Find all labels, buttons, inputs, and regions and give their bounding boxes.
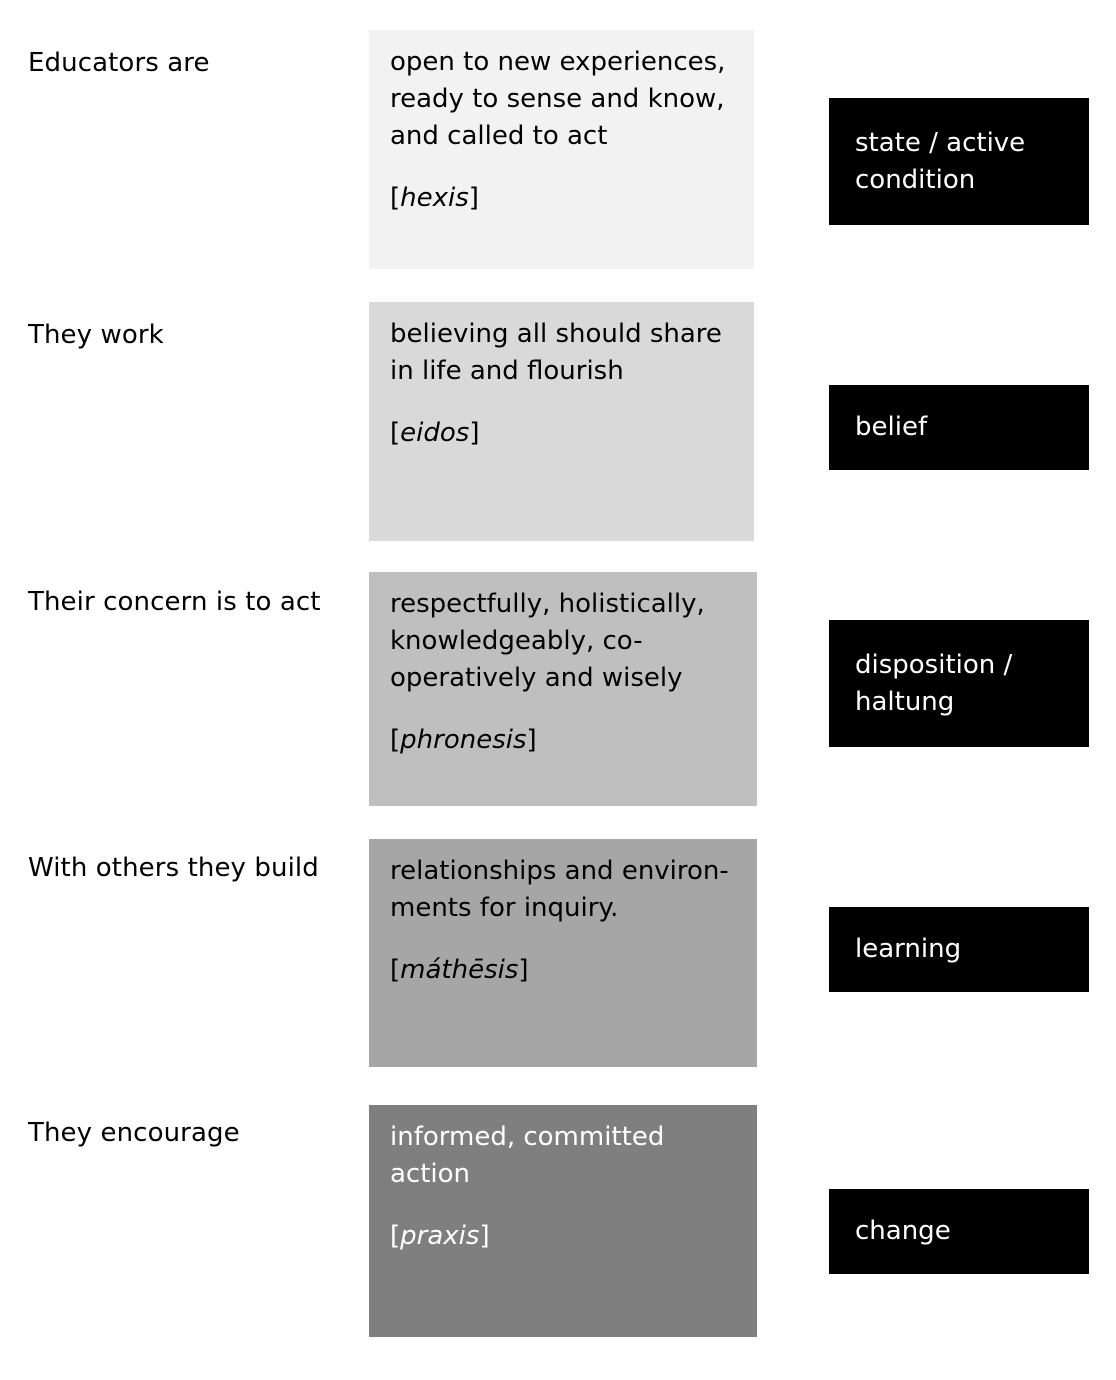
tag-box xyxy=(829,385,1089,470)
concept-term: [phronesis] xyxy=(390,725,537,755)
row-label: They encourage xyxy=(28,1118,240,1148)
row-label: Their concern is to act xyxy=(28,587,321,617)
concept-box xyxy=(369,1105,757,1337)
tag-label: belief xyxy=(855,412,928,442)
concept-box xyxy=(369,302,754,541)
concept-term: [hexis] xyxy=(390,183,479,213)
tag-label: change xyxy=(855,1216,951,1246)
concept-text: relationships and environ-ments for inquiry. xyxy=(390,856,729,923)
tag-label: disposition / haltung xyxy=(855,649,1013,717)
concept-text: informed, committed action xyxy=(390,1122,665,1189)
concept-box xyxy=(369,30,754,269)
concept-text: respectfully, holistically, knowledgeably, co-operatively and wisely xyxy=(390,589,705,693)
row-label: They work xyxy=(28,320,164,350)
tag-label: state / active condition xyxy=(855,127,1026,195)
concept-text: believing all should share in life and flourish xyxy=(390,319,722,386)
concept-term-word: phronesis xyxy=(400,725,527,755)
concept-term: [praxis] xyxy=(390,1221,490,1251)
concept-term-word: hexis xyxy=(400,183,469,213)
tag-label: learning xyxy=(855,934,962,964)
tag-box xyxy=(829,907,1089,992)
concept-text: open to new experiences, ready to sense and know, and called to act xyxy=(390,47,726,151)
row-label: With others they build xyxy=(28,853,319,883)
concept-term: [eidos] xyxy=(390,418,480,448)
concept-box xyxy=(369,839,757,1067)
tag-box xyxy=(829,1189,1089,1274)
tag-box xyxy=(829,98,1089,225)
tag-box xyxy=(829,620,1089,747)
concept-term-word: praxis xyxy=(400,1221,480,1251)
concept-term-word: máthēsis xyxy=(400,955,519,985)
concept-term-word: eidos xyxy=(400,418,470,448)
concept-box xyxy=(369,572,757,806)
concept-term: [máthēsis] xyxy=(390,955,529,985)
row-label: Educators are xyxy=(28,48,210,78)
